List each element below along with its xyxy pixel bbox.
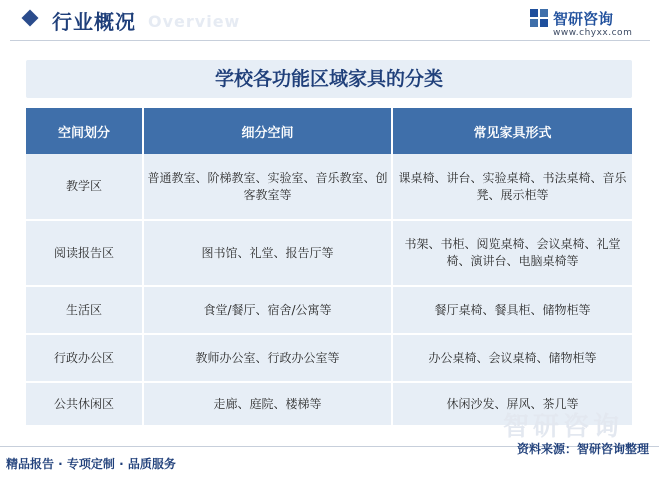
- table-cell: 阅读报告区: [26, 220, 143, 286]
- table-cell: 教学区: [26, 154, 143, 220]
- table-row: [26, 334, 632, 382]
- table-cell: 行政办公区: [26, 334, 143, 382]
- watermark: 智研咨询: [502, 412, 623, 442]
- header-divider: [10, 40, 650, 41]
- brand: [529, 6, 649, 40]
- table-cell: 休闲沙发、屏风、茶几等: [392, 382, 632, 426]
- diamond-bullet-icon: [22, 10, 39, 27]
- table-cell: 公共休闲区: [26, 382, 143, 426]
- brand-url: www.chyxx.com: [553, 28, 633, 38]
- section-subtitle-en: Overview: [148, 12, 241, 31]
- table-cell: 办公桌椅、会议桌椅、储物柜等: [392, 334, 632, 382]
- top-bar: [0, 0, 659, 44]
- brand-name: 智研咨询: [553, 10, 614, 28]
- column-header: 空间划分: [26, 108, 143, 154]
- table-title: 学校各功能区域家具的分类: [214, 68, 443, 90]
- section-title: 行业概况: [52, 10, 136, 34]
- column-header: 常见家具形式: [392, 108, 632, 154]
- table-cell: 教师办公室、行政办公室等: [143, 334, 392, 382]
- brand-logo-icon: [529, 8, 549, 28]
- table-cell: 普通教室、阶梯教室、实验室、音乐教室、创客教室等: [143, 154, 392, 220]
- table-cell: 餐厅桌椅、餐具柜、储物柜等: [392, 286, 632, 334]
- table-cell: 食堂/餐厅、宿舍/公寓等: [143, 286, 392, 334]
- table-title-band: [26, 60, 632, 98]
- source-note: 资料来源：智研咨询整理: [516, 442, 649, 456]
- services-slogan: 精品报告 · 专项定制 · 品质服务: [6, 457, 176, 471]
- table-cell: 课桌椅、讲台、实验桌椅、书法桌椅、音乐凳、展示柜等: [392, 154, 632, 220]
- table-row: [26, 154, 632, 220]
- furniture-table: [26, 108, 632, 427]
- column-header: 细分空间: [143, 108, 392, 154]
- table-cell: 生活区: [26, 286, 143, 334]
- table-cell: 图书馆、礼堂、报告厅等: [143, 220, 392, 286]
- table-row: [26, 286, 632, 334]
- table-cell: 走廊、庭院、楼梯等: [143, 382, 392, 426]
- table-row: [26, 220, 632, 286]
- table-header-row: [26, 108, 632, 154]
- table-cell: 书架、书柜、阅览桌椅、会议桌椅、礼堂椅、演讲台、电脑桌椅等: [392, 220, 632, 286]
